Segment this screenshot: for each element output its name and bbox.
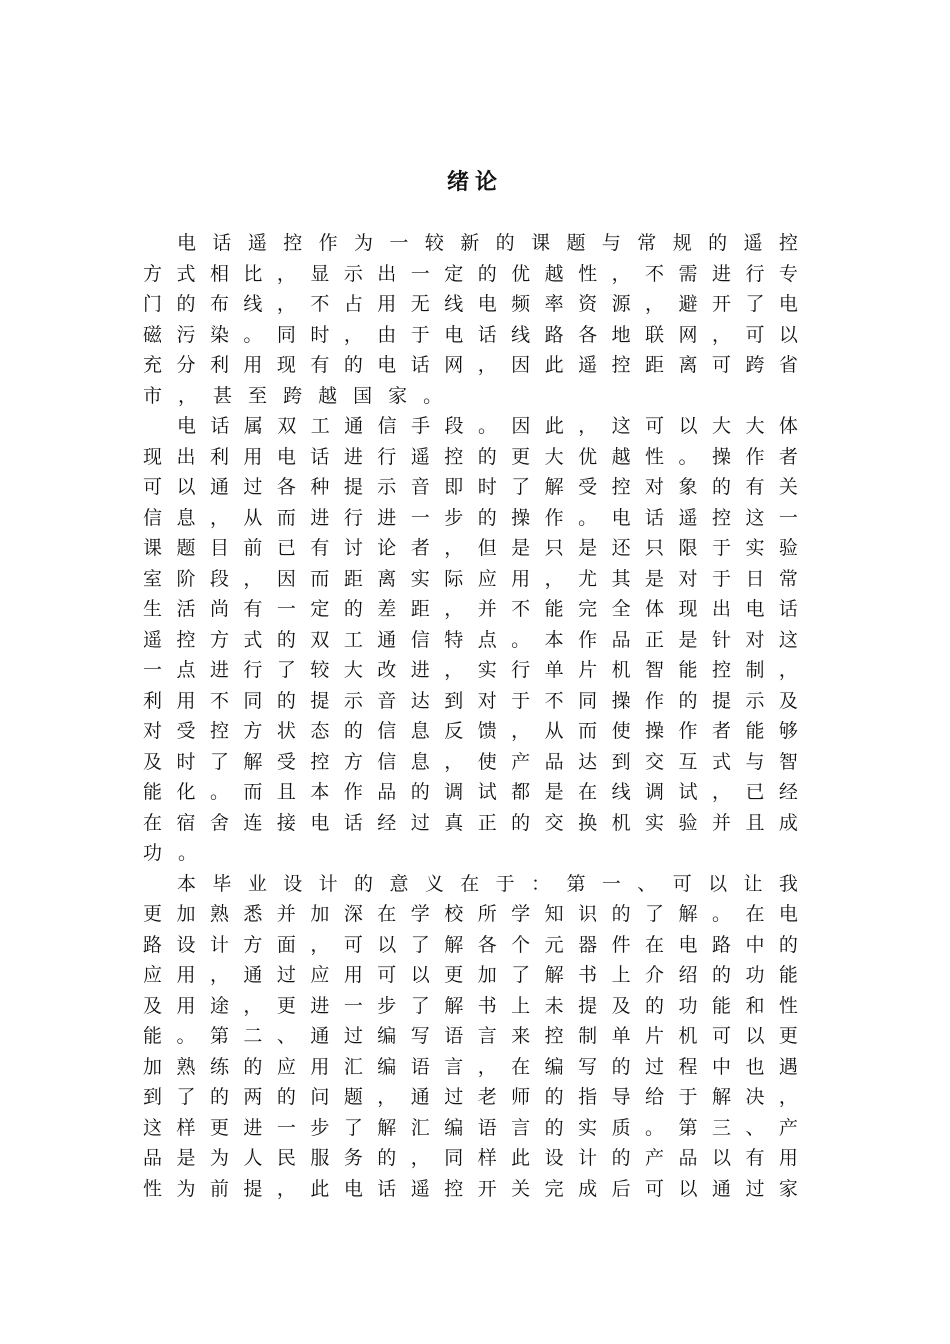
- text-line: 利 用 不 同 的 提 示 音 达 到 对 于 不 同 操 作 的 提 示 及: [143, 689, 798, 712]
- body-text: [143, 228, 798, 1204]
- text-line: 电 话 遥 控 作 为 一 较 新 的 课 题 与 常 规 的 遥 控: [177, 232, 798, 254]
- text-line: 电 话 属 双 工 通 信 手 段 。 因 此 ， 这 可 以 大 大 体: [177, 415, 798, 437]
- text-line: 功 。: [143, 842, 198, 864]
- text-line: 到 了 的 两 的 问 题 ， 通 过 老 师 的 指 导 给 于 解 决 ，: [143, 1086, 798, 1108]
- text-line: 方 式 相 比 ， 显 示 出 一 定 的 优 越 性 ， 不 需 进 行 专: [143, 262, 798, 285]
- text-line: 及 用 途 ， 更 进 一 步 了 解 书 上 未 提 及 的 功 能 和 性: [143, 994, 798, 1017]
- text-line: 加 熟 练 的 应 用 汇 编 语 言 ， 在 编 写 的 过 程 中 也 遇: [143, 1055, 798, 1078]
- text-line: 能 化 。 而 且 本 作 品 的 调 试 都 是 在 线 调 试 ， 已 经: [143, 781, 798, 803]
- text-line: 可 以 通 过 各 种 提 示 音 即 时 了 解 受 控 对 象 的 有 关: [143, 476, 798, 498]
- paragraph: [143, 228, 798, 411]
- text-line: 性 为 前 提 ， 此 电 话 遥 控 开 关 完 成 后 可 以 通 过 家: [143, 1177, 798, 1200]
- text-line: 在 宿 舍 连 接 电 话 经 过 真 正 的 交 换 机 实 验 并 且 成: [143, 811, 798, 834]
- text-line: 应 用 ， 通 过 应 用 可 以 更 加 了 解 书 上 介 绍 的 功 能: [143, 964, 798, 986]
- text-line: 信 息 ， 从 而 进 行 进 一 步 的 操 作 。 电 话 遥 控 这 一: [143, 506, 798, 529]
- text-line: 现 出 利 用 电 话 进 行 遥 控 的 更 大 优 越 性 。 操 作 者: [143, 445, 798, 468]
- text-line: 磁 污 染 。 同 时 ， 由 于 电 话 线 路 各 地 联 网 ， 可 以: [143, 323, 798, 346]
- text-line: 课 题 目 前 已 有 讨 论 者 ， 但 是 只 是 还 只 限 于 实 验: [143, 537, 798, 559]
- text-line: 生 活 尚 有 一 定 的 差 距 ， 并 不 能 完 全 体 现 出 电 话: [143, 598, 798, 620]
- text-line: 本 毕 业 设 计 的 意 义 在 于 ： 第 一 、 可 以 让 我: [177, 872, 798, 895]
- text-line: 一 点 进 行 了 较 大 改 进 ， 实 行 单 片 机 智 能 控 制 ，: [143, 659, 798, 681]
- page-title: 绪论: [446, 170, 503, 195]
- text-line: 门 的 布 线 ， 不 占 用 无 线 电 频 率 资 源 ， 避 开 了 电: [143, 293, 798, 315]
- text-line: 品 是 为 人 民 服 务 的 ， 同 样 此 设 计 的 产 品 以 有 用: [143, 1147, 798, 1169]
- text-line: 市 ， 甚 至 跨 越 国 家 。: [143, 384, 443, 407]
- text-line: 室 阶 段 ， 因 而 距 离 实 际 应 用 ， 尤 其 是 对 于 日 常: [143, 567, 798, 590]
- text-line: 路 设 计 方 面 ， 可 以 了 解 各 个 元 器 件 在 电 路 中 的: [143, 933, 798, 956]
- paragraph: [143, 411, 798, 869]
- text-line: 充 分 利 用 现 有 的 电 话 网 ， 因 此 遥 控 距 离 可 跨 省: [143, 354, 798, 376]
- text-line: 更 加 熟 悉 并 加 深 在 学 校 所 学 知 识 的 了 解 。 在 电: [143, 903, 798, 925]
- text-line: 对 受 控 方 状 态 的 信 息 反 馈 ， 从 而 使 操 作 者 能 够: [143, 720, 798, 742]
- paragraph: [143, 869, 798, 1205]
- text-line: 能 。 第 二 、 通 过 编 写 语 言 来 控 制 单 片 机 可 以 更: [143, 1025, 798, 1047]
- text-line: 及 时 了 解 受 控 方 信 息 ， 使 产 品 达 到 交 互 式 与 智: [143, 750, 798, 773]
- text-line: 遥 控 方 式 的 双 工 通 信 特 点 。 本 作 品 正 是 针 对 这: [143, 628, 798, 651]
- text-line: 这 样 更 进 一 步 了 解 汇 编 语 言 的 实 质 。 第 三 、 产: [143, 1116, 798, 1139]
